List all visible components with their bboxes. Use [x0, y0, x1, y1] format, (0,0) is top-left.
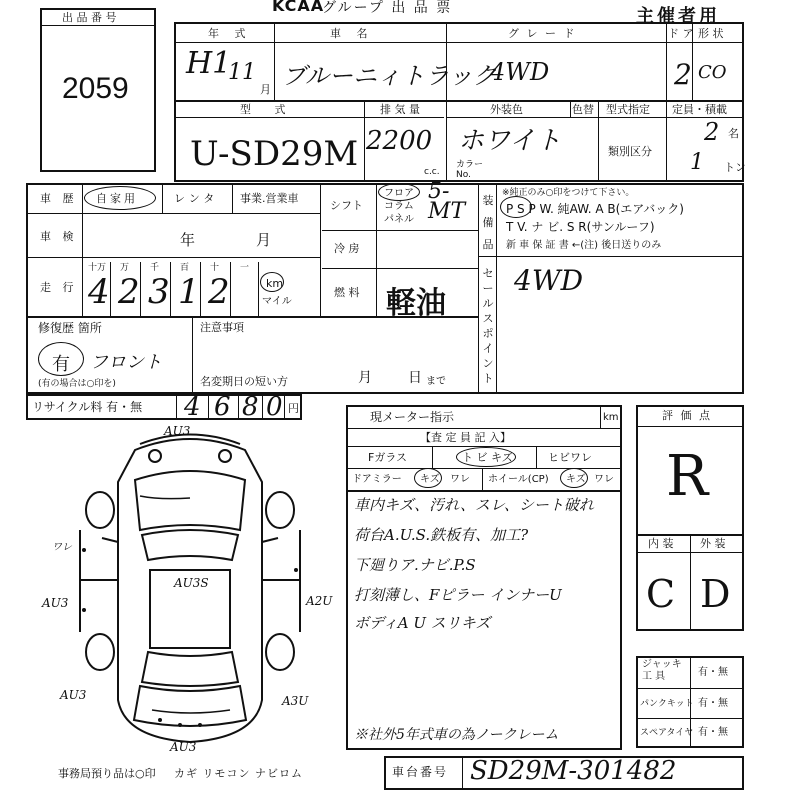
- cc-label: 排 気 量: [380, 103, 420, 116]
- diagram-mark-right-door: A2U: [306, 594, 333, 608]
- recycle-digit-3: 8: [242, 392, 259, 422]
- repair-circle: [38, 342, 84, 376]
- jack-label: ジャッキ 工 具: [642, 659, 682, 682]
- puncture-choice: 有・無: [698, 698, 728, 709]
- mileage-digit-label-100: 百: [180, 263, 190, 273]
- interior-label: 内 装: [648, 537, 674, 550]
- shift-option-panel: パネル: [384, 214, 414, 225]
- repair-note: (有の場合は○印を): [38, 379, 116, 389]
- mileage-unit-ring: [260, 272, 284, 292]
- diagram-mark-right-rear: A3U: [282, 694, 309, 708]
- recycle-label: リサイクル料 有・無: [32, 400, 143, 414]
- inspector-note-2: 荷台A.U.S.鉄板有、加工?: [354, 526, 529, 544]
- year-label: 年 式: [208, 27, 252, 40]
- color-repaint-label: 色替: [572, 103, 594, 116]
- score-value: R: [666, 444, 709, 509]
- shift-value: 5- MT: [428, 179, 466, 224]
- shift-option-floor: フロア: [384, 188, 414, 199]
- inspection-label: 車 検: [40, 230, 78, 243]
- glass-chip-ring: [456, 447, 516, 467]
- glass-label: Fガラス: [368, 451, 407, 464]
- glass-option-chip: ト ビ キズ: [462, 451, 513, 464]
- year-era: H1: [186, 46, 232, 81]
- interior-value: C: [646, 572, 676, 616]
- history-option-rental: レンタ: [174, 192, 219, 205]
- mileage-digit-label-100k: 十万: [88, 263, 107, 273]
- mileage-digit-100k: 4: [88, 272, 110, 312]
- cc-unit: c.c.: [424, 167, 440, 177]
- history-selected-ring: [84, 186, 156, 210]
- inspector-footer: ※社外5年式車の為ノークレーム: [354, 727, 559, 743]
- caution-day-unit: 日: [408, 370, 422, 386]
- color-no-label: カラー No.: [456, 160, 484, 180]
- brand-logo: KCAA: [272, 0, 325, 15]
- model-label: 車 名: [330, 27, 374, 40]
- spare-label: スペアタイヤ: [640, 728, 694, 738]
- diagram-mark-rear: AU3: [170, 740, 197, 754]
- shift-label: シフト: [330, 199, 363, 212]
- repair-circled: 有: [52, 354, 70, 375]
- color-value: ホワイト: [458, 126, 562, 156]
- caution-label: 注意事項: [200, 321, 244, 334]
- caution-until: まで: [426, 376, 446, 387]
- mileage-digit-10k: 2: [118, 272, 140, 312]
- diagram-mark-roof: AU3S: [174, 576, 209, 590]
- model-name: ブルーニィトラック: [282, 62, 497, 90]
- equipment-note: ※純正のみ○印をつけて下さい。: [502, 188, 635, 198]
- inspection-month-unit: 月: [256, 231, 272, 249]
- caution-month-unit: 月: [358, 370, 372, 386]
- category-label: 類別区分: [608, 145, 652, 158]
- diagram-mark-front: AU3: [164, 424, 191, 438]
- repair-location: フロント: [90, 352, 162, 373]
- repair-label: 修復歴 箇所: [38, 321, 102, 335]
- capacity-unit: 名: [728, 127, 739, 140]
- capacity-label: 定員・積載: [672, 103, 727, 116]
- diagram-mark-left-door: AU3: [42, 596, 69, 610]
- mileage-label: 走 行: [40, 281, 78, 294]
- mirror-scratch-ring: [414, 468, 442, 488]
- footer-note: 事務局預り品は○印: [58, 767, 156, 780]
- fuel-value: 軽油: [386, 286, 446, 321]
- sales-point-value: 4WD: [514, 264, 584, 297]
- spare-choice: 有・無: [698, 727, 728, 738]
- mirror-option-crack: ワレ: [450, 474, 470, 485]
- mileage-digit-label-1k: 千: [150, 263, 160, 273]
- mileage-digit-label-10k: 万: [120, 263, 130, 273]
- wheel-label: ホイール(CP): [488, 474, 549, 485]
- equipment-line-3: 新 車 保 証 書 ←(注) 後日送りのみ: [506, 240, 662, 251]
- year-month: 11: [228, 60, 256, 85]
- sales-point-label: セールスポイント: [482, 267, 494, 385]
- month-unit: 月: [260, 83, 271, 96]
- mileage-unit-km: km: [266, 277, 284, 290]
- glass-option-crack: ヒビワレ: [548, 451, 592, 464]
- capacity-value: 2: [704, 118, 720, 146]
- wheel-option-scratch: キズ: [566, 474, 586, 485]
- mileage-digit-100: 1: [178, 272, 200, 312]
- inspector-note-4: 打刻薄し、Fピラー インナーU: [354, 586, 562, 604]
- history-label: 車 歴: [40, 192, 78, 205]
- inspector-note-1: 車内キズ、汚れ、スレ、シート破れ: [354, 496, 594, 514]
- puncture-label: パンクキット: [640, 699, 694, 709]
- load-unit: トン: [724, 161, 746, 174]
- diagram-mark-left-mirror: ワレ: [52, 542, 72, 553]
- mileage-digit-1k: 3: [148, 272, 170, 312]
- history-option-business: 事業.営業車: [240, 192, 299, 205]
- inspector-header: 【査 定 員 記 入】: [420, 431, 511, 444]
- cc-value: 2200: [366, 126, 433, 156]
- type-label: 型 式: [240, 103, 296, 116]
- organizer-label: 主催者用: [636, 6, 720, 27]
- color-label: 外装色: [490, 103, 523, 116]
- chassis-label: 車台番号: [392, 765, 449, 779]
- lot-label: 出 品 番 号: [62, 11, 117, 24]
- shift-selected-ring: [378, 183, 420, 201]
- mirror-label: ドアミラー: [352, 474, 402, 485]
- vehicle-damage-diagram: [40, 420, 350, 760]
- recycle-digit-2: 6: [214, 392, 231, 422]
- mileage-digit-label-10: 十: [210, 263, 220, 273]
- exterior-label: 外 装: [700, 537, 726, 550]
- inspector-note-3: 下廻りア.ナビ.P.S: [354, 556, 476, 574]
- history-option-private: 自家用: [96, 192, 138, 205]
- shape-label: 形 状: [698, 27, 724, 40]
- mileage-unit-mile: マイル: [262, 296, 292, 307]
- equipment-line-1: P S P W. 純AW. A B(エアバック): [506, 202, 684, 216]
- doors-label: ド ア: [668, 27, 694, 40]
- recycle-digit-4: 0: [266, 392, 283, 422]
- score-label: 評 価 点: [662, 409, 712, 422]
- form-title: グループ 出 品 票: [322, 0, 453, 16]
- equipment-line-2: T V. ナ ビ. S R(サンルーフ): [506, 220, 655, 234]
- mileage-digit-10: 2: [208, 272, 230, 312]
- wheel-option-crack: ワレ: [594, 474, 614, 485]
- fuel-label: 燃 料: [334, 286, 360, 299]
- footer-items: カギ リモコン ナビロム: [174, 767, 303, 780]
- grade-value: 4WD: [490, 58, 550, 86]
- aircon-label: 冷 房: [334, 242, 360, 255]
- exterior-value: D: [700, 572, 731, 616]
- meter-label: 現メーター指示: [370, 410, 455, 424]
- load-value: 1: [690, 150, 704, 175]
- shift-option-column: コラム: [384, 201, 414, 212]
- lot-number: 2059: [62, 72, 129, 105]
- chassis-value: SD29M-301482: [470, 756, 677, 786]
- recycle-digit-1: 4: [184, 392, 201, 422]
- jack-choice: 有・無: [698, 667, 728, 678]
- mileage-digit-label-1: 一: [240, 263, 250, 273]
- equipment-ps-ring: [500, 196, 532, 218]
- equipment-side-label: 装 備 品: [482, 194, 494, 251]
- diagram-mark-left-rear: AU3: [60, 688, 87, 702]
- mirror-option-scratch: キズ: [420, 474, 440, 485]
- type-cert-label: 型式指定: [606, 103, 650, 116]
- inspector-note-5: ボディA U スリキズ: [354, 614, 491, 632]
- wheel-scratch-ring: [560, 468, 588, 488]
- inspection-year-unit: 年: [180, 231, 196, 249]
- shape-value: CO: [698, 62, 727, 83]
- type-value: U-SD29M: [190, 134, 359, 174]
- recycle-unit: 円: [288, 402, 299, 415]
- doors-value: 2: [674, 58, 692, 91]
- meter-unit: km: [603, 412, 619, 423]
- short-name-label: 名変期日の短い方: [200, 375, 288, 388]
- grade-label: グ レ ー ド: [508, 27, 577, 40]
